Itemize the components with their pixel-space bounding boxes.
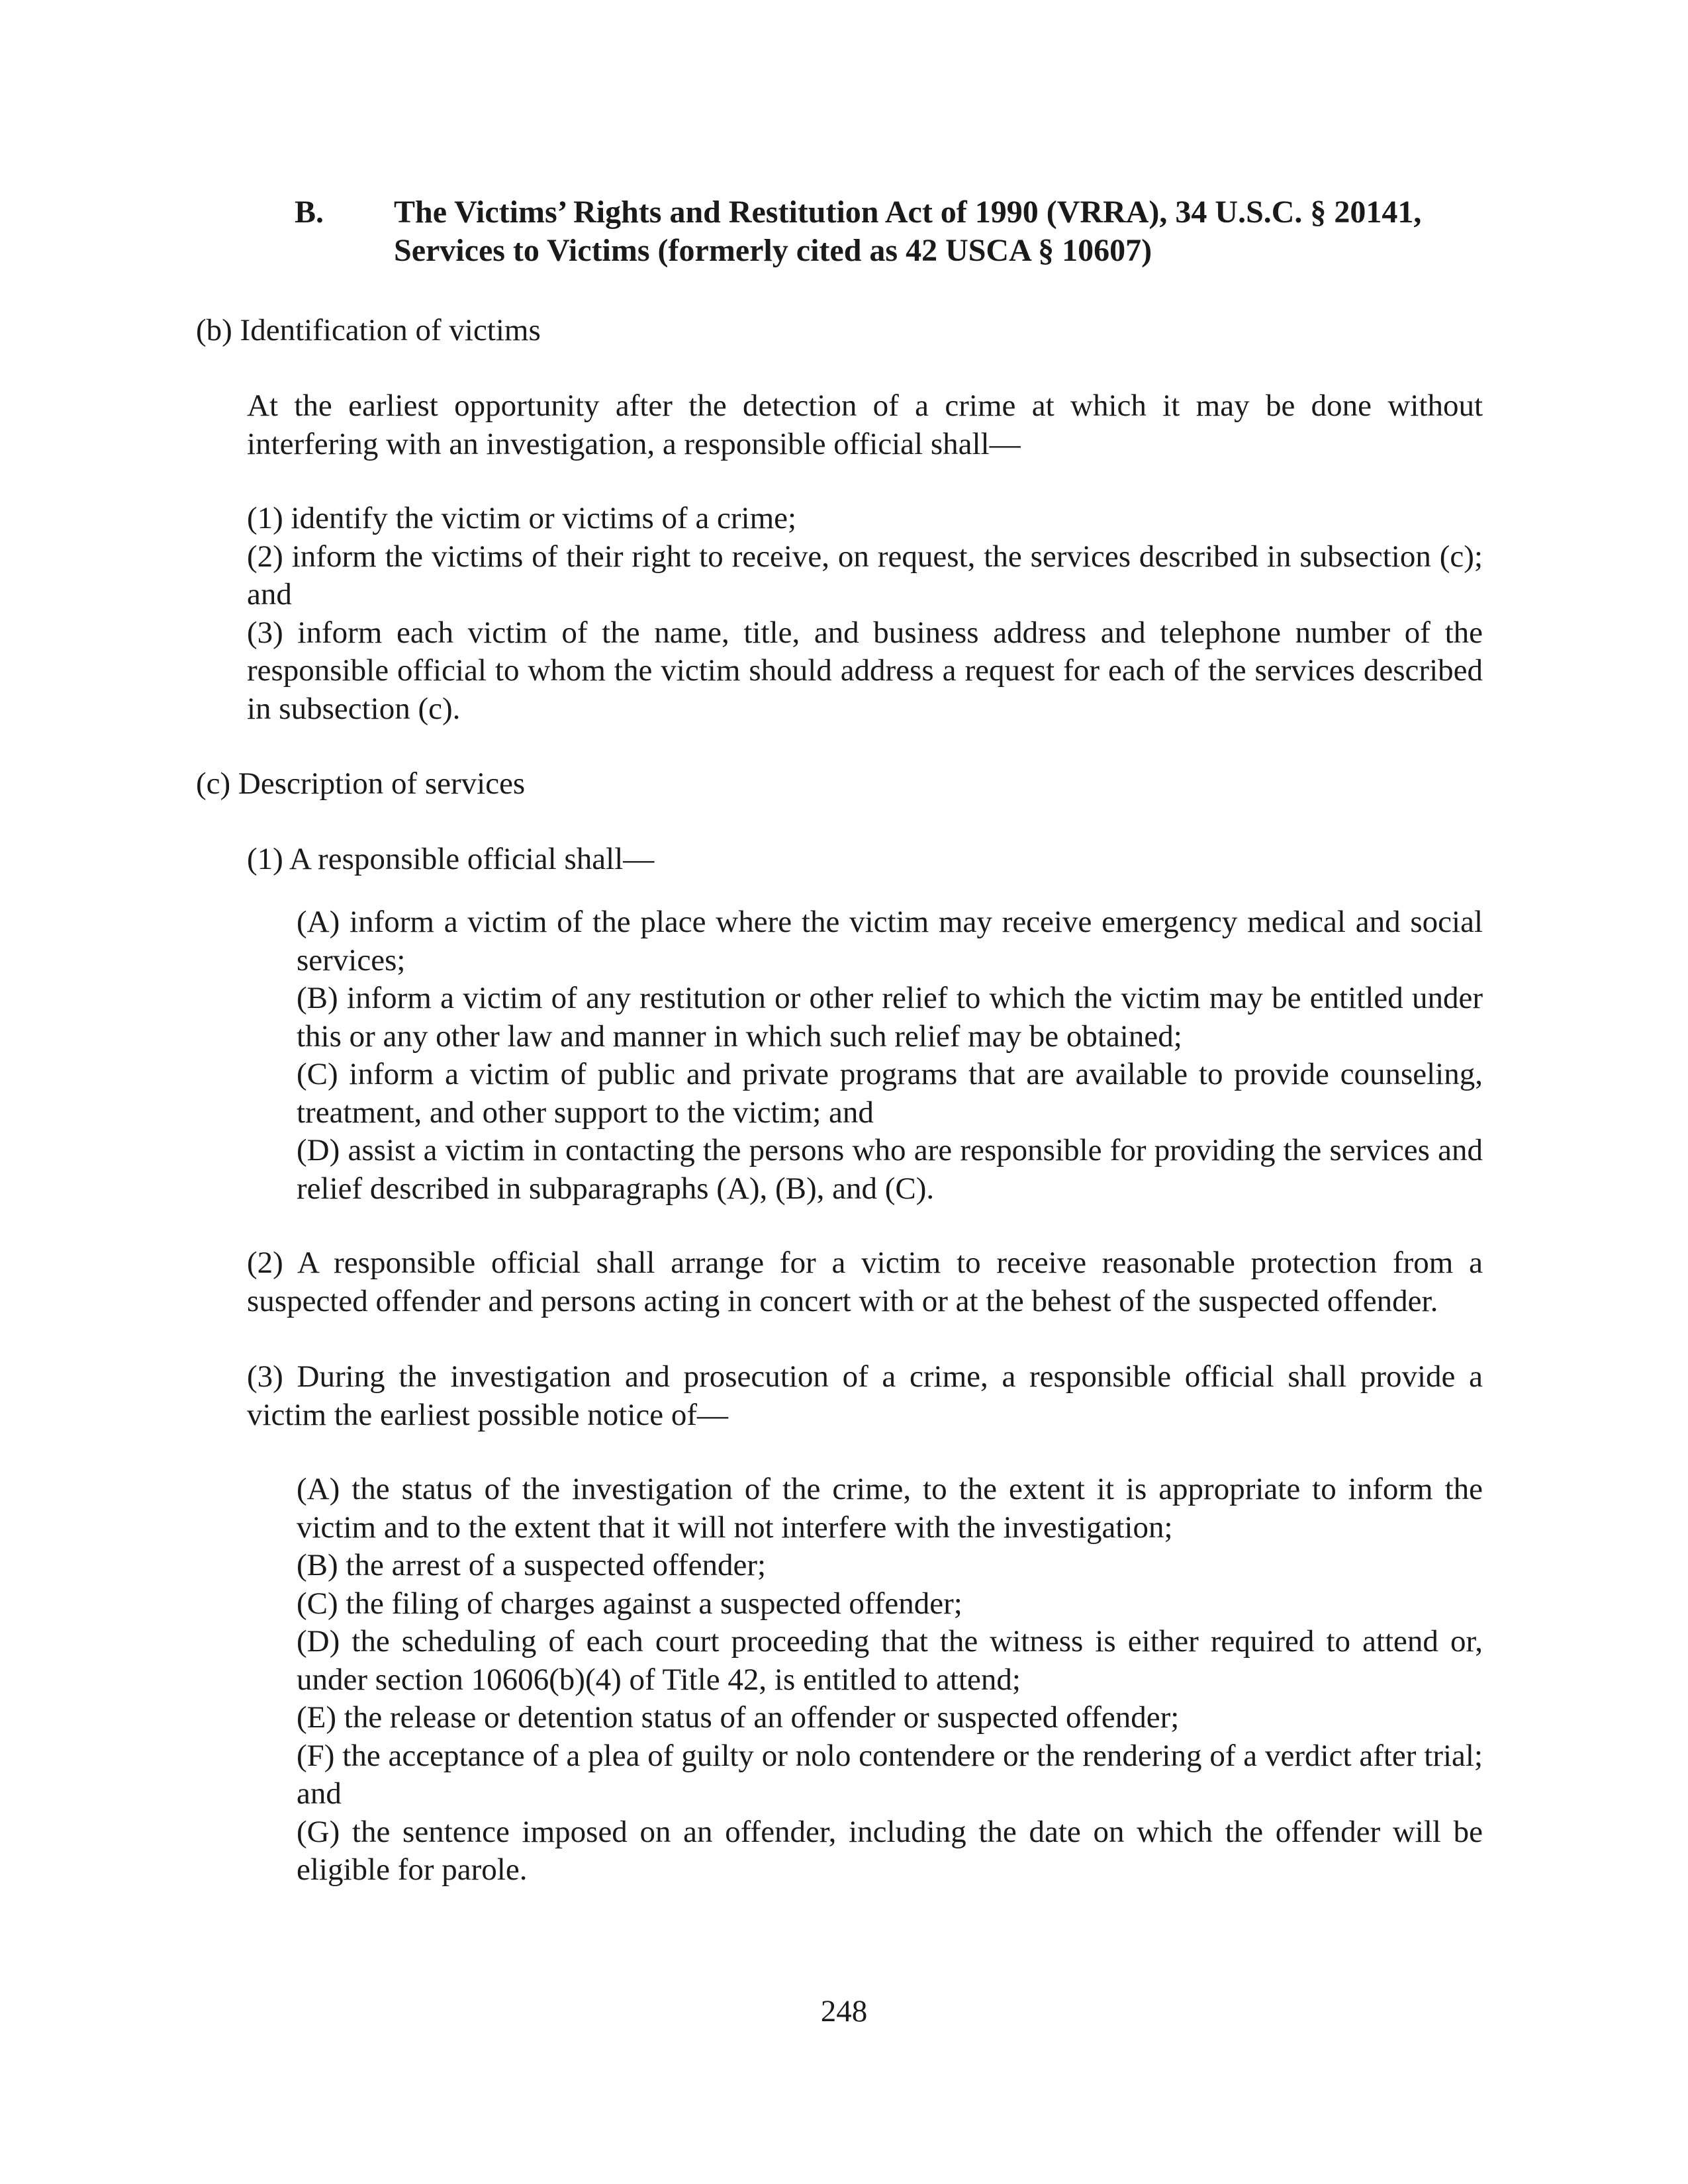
list-item: (A) the status of the investigation of the crime, to the extent it is appropriate to inform the victim and to the extent that it will not interfere with the investigation; [297,1472,1483,1545]
list-item: (G) the sentence imposed on an offender, including the date on which the offender will be eligible for parole. [297,1814,1483,1887]
subsection-b-intro-text: At the earliest opportunity after the detection of a crime at which it may be done without interfering with an investigation, a responsible official shall— [247,388,1483,461]
heading-title-line-1: The Victims’ Rights and Restitution Act of 1990 (VRRA), 34 U.S.C. § 20141, [394,195,1422,230]
list-item: (D) assist a victim in contacting the persons who are responsible for providing the services and relief described in subparagraphs (A), (B), and (C). [297,1133,1483,1206]
subsection-c-title: (c) Description of services [196,766,526,801]
list-item: (3) inform each victim of the name, title, and business address and telephone number of the responsible official to whom the victim should address a request for each of the services described in subsection (c). [247,615,1483,726]
section-heading [295,193,1486,270]
paragraph-1-list [297,903,1483,1208]
list-item: (A) inform a victim of the place where the victim may receive emergency medical and social services; [297,905,1483,978]
paragraph-3-intro [247,1358,1483,1434]
subsection-b-list [247,500,1483,728]
paragraph-1-intro [247,841,1483,879]
paragraph-3-intro-text: (3) During the investigation and prosecution of a crime, a responsible official shall provide a victim the earliest possible notice of— [247,1359,1483,1432]
paragraph-2 [247,1244,1483,1320]
list-item: (1) identify the victim or victims of a crime; [247,501,797,535]
heading-letter: B. [295,195,324,230]
list-item: (C) inform a victim of public and private programs that are available to provide counseling, treatment, and other support to the victim; and [297,1057,1483,1130]
list-item: (D) the scheduling of each court proceeding that the witness is either required to attend or, under section 10606(b)(4) of Title 42, is entitled to attend; [297,1624,1483,1697]
list-item: (C) the filing of charges against a suspected offender; [297,1586,962,1621]
list-item: (B) inform a victim of any restitution or other relief to which the victim may be entitled under this or any other law and manner in which such relief may be obtained; [297,981,1483,1054]
list-item: (2) inform the victims of their right to receive, on request, the services described in subsection (c); and [247,539,1483,612]
list-item: (F) the acceptance of a plea of guilty or nolo contendere or the rendering of a verdict after trial; and [297,1738,1483,1811]
list-item: (B) the arrest of a suspected offender; [297,1548,767,1582]
subsection-b-title: (b) Identification of victims [196,313,541,347]
paragraph-1-intro-text: (1) A responsible official shall— [247,842,655,876]
paragraph-2-text: (2) A responsible official shall arrange for a victim to receive reasonable protection from a suspected offender and persons acting in concert with or at the behest of the suspected offender. [247,1246,1483,1318]
list-item: (E) the release or detention status of an offender or suspected offender; [297,1700,1180,1735]
heading-title-line-2: Services to Victims (formerly cited as 42 USCA § 10607) [394,233,1152,268]
subsection-b-intro [247,387,1483,463]
paragraph-3-list [297,1471,1483,1889]
page-number: 248 [820,1994,868,2028]
